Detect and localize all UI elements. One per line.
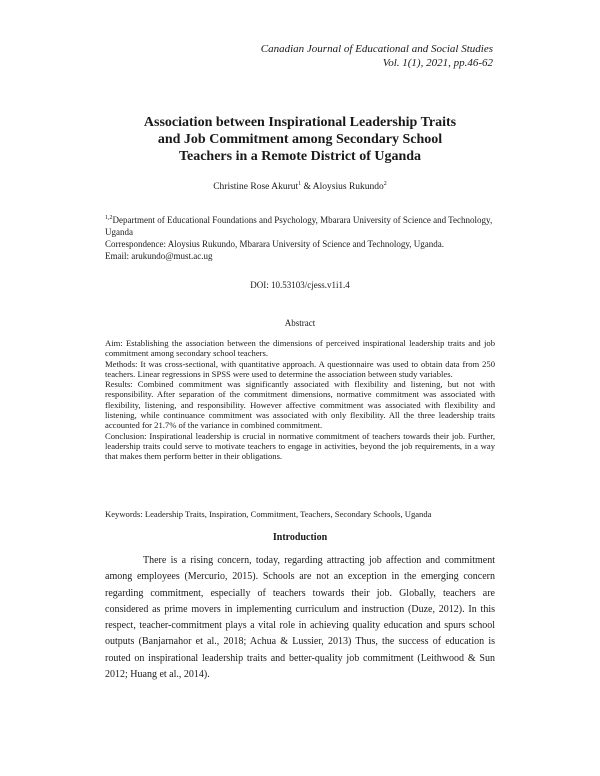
doi: DOI: 10.53103/cjess.v1i1.4 xyxy=(250,280,350,290)
abstract-body xyxy=(105,338,495,462)
affiliation-block xyxy=(105,214,500,262)
affiliation-mark: 1,2 xyxy=(105,215,113,221)
introduction-paragraph: There is a rising concern, today, regarding attracting job affection and commitment among employees (Mercurio, 2015). Schools are not an exception in the emerging concern regarding commitment, especially of teachers towards their job. Globally, teachers are considered as prime movers in implementing curriculum and instruction (Duze, 2012). In this respect, teacher-commitment plays a vital role in achieving quality education and spurs school outputs (Banjarnahor et al., 2018; Achua & Lussier, 2013) Thus, the success of education is routed on inspirational leadership traits and better-quality job commitment (Leithwood & Sun 2012; Huang et al., 2014). xyxy=(105,555,495,681)
author-1-affiliation-mark: 1 xyxy=(298,180,302,187)
journal-header xyxy=(261,42,493,70)
author-2-affiliation-mark: 2 xyxy=(383,180,387,187)
abstract-aim: Aim: Establishing the association between the dimensions of perceived inspirational leadership traits and job commitment among secondary school teachers. xyxy=(105,338,495,359)
abstract-conclusion: Conclusion: Inspirational leadership is crucial in normative commitment of teachers towards their job. Further, leadership traits could serve to motivate teachers to engage in activities, beyond the job requirements, in a way that makes them perform better in their obligations. xyxy=(105,430,495,462)
abstract-results: Results: Combined commitment was significantly associated with flexibility and listening, but not with responsibility. After separation of the commitment dimensions, normative commitment was associated with flexibility, listening, and responsibility. However affective commitment was associated with flexibility and listening, while continuance commitment was associated with only flexibility. All the three leadership traits accounted for 21.7% of the variance in combined commitment. xyxy=(105,379,495,431)
author-1: Christine Rose Akurut xyxy=(213,182,299,192)
volume-info: Vol. 1(1), 2021, pp.46-62 xyxy=(382,57,493,69)
title-line-1: Association between Inspirational Leadership Traits xyxy=(143,115,457,130)
introduction-body xyxy=(105,553,495,683)
correspondence: Correspondence: Aloysius Rukundo, Mbarara University of Science and Technology, Uganda. xyxy=(105,239,445,249)
email: Email: arukundo@must.ac.ug xyxy=(105,251,213,261)
paper-title xyxy=(105,114,495,165)
keywords: Keywords: Leadership Traits, Inspiration, Commitment, Teachers, Secondary Schools, Uganda xyxy=(105,509,432,519)
title-line-2: and Job Commitment among Secondary School xyxy=(157,132,443,147)
author-separator: & xyxy=(301,182,313,192)
abstract-methods: Methods: It was cross-sectional, with quantitative approach. A questionnaire was used to obtain data from 250 teachers. Linear regressions in SPSS were used to determine the association between study variables. xyxy=(105,358,495,379)
abstract-heading: Abstract xyxy=(284,318,316,328)
introduction-heading: Introduction xyxy=(272,532,328,543)
title-line-3: Teachers in a Remote District of Uganda xyxy=(178,149,422,164)
author-list xyxy=(105,182,495,192)
journal-name: Canadian Journal of Educational and Social Studies xyxy=(260,43,493,55)
department: Department of Educational Foundations and Psychology, Mbarara University of Science and Technology, Uganda xyxy=(105,215,493,237)
author-2: Aloysius Rukundo xyxy=(312,182,384,192)
